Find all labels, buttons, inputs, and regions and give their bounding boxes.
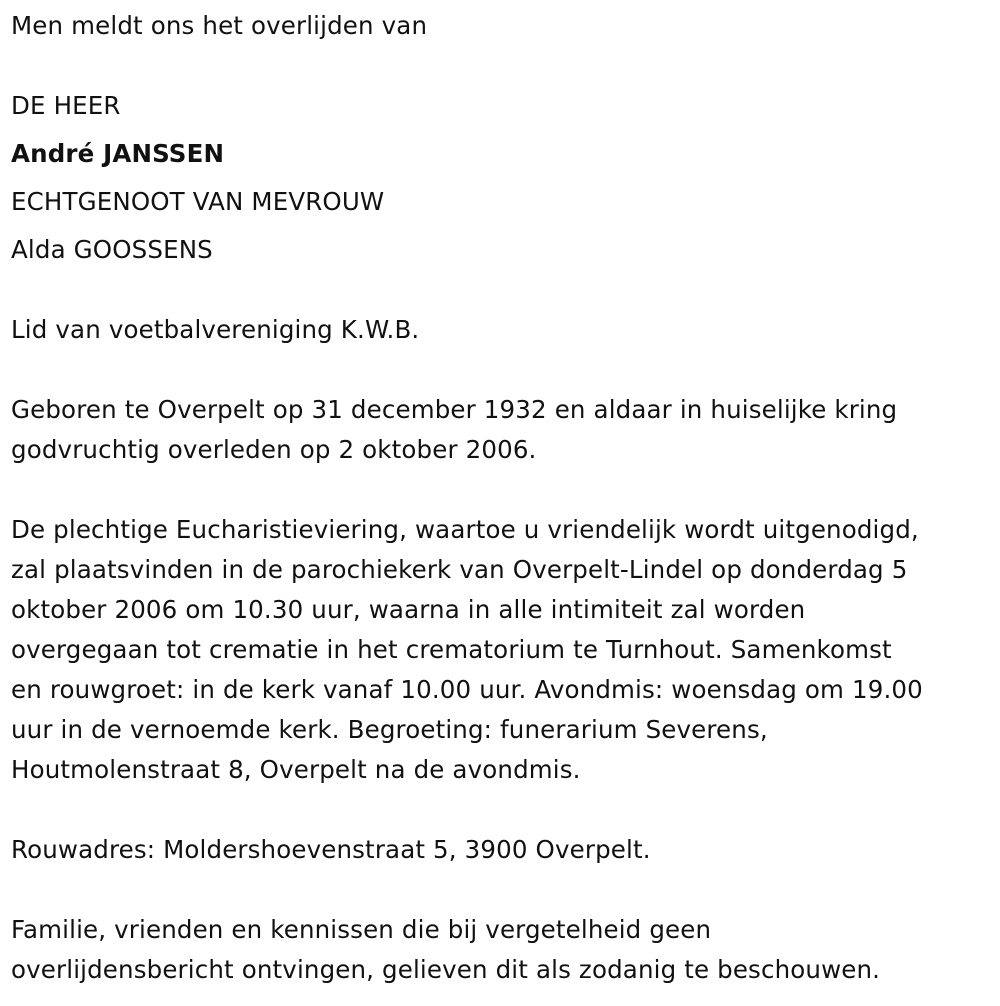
paragraph-line: overlijdensbericht ontvingen, gelieven dit als zodanig te beschouwen. [11,955,881,984]
closing-paragraph [11,910,996,990]
paragraph-line: en rouwgroet: in de kerk vanaf 10.00 uur. Avondmis: woensdag om 19.00 [11,675,923,704]
spouse-name: Alda GOOSSENS [11,235,213,264]
paragraph-line: zal plaatsvinden in de parochiekerk van Overpelt-Lindel op donderdag 5 [11,555,908,584]
paragraph-line: oktober 2006 om 10.30 uur, waarna in alle intimiteit zal worden [11,595,806,624]
paragraph-line: De plechtige Eucharistieviering, waartoe u vriendelijk wordt uitgenodigd, [11,515,919,544]
relation-text: ECHTGENOOT VAN MEVROUW [11,187,385,216]
paragraph-line: overgegaan tot crematie in het crematorium te Turnhout. Samenkomst [11,635,892,664]
mourning-address: Rouwadres: Moldershoevenstraat 5, 3900 Overpelt. [11,835,651,864]
paragraph-line: Familie, vrienden en kennissen die bij vergetelheid geen [11,915,712,944]
intro-text: Men meldt ons het overlijden van [11,11,428,40]
paragraph-line: uur in de vernoemde kerk. Begroeting: funerarium Severens, [11,715,768,744]
paragraph-line: Geboren te Overpelt op 31 december 1932 en aldaar in huiselijke kring [11,395,898,424]
paragraph-line: Houtmolenstraat 8, Overpelt na de avondmis. [11,755,581,784]
paragraph-line: godvruchtig overleden op 2 oktober 2006. [11,435,537,464]
honorific-title: DE HEER [11,91,121,120]
deceased-name: André JANSSEN [11,139,225,168]
membership-text: Lid van voetbalvereniging K.W.B. [11,315,420,344]
birth-death-paragraph [11,390,996,470]
ceremony-paragraph [11,510,996,790]
